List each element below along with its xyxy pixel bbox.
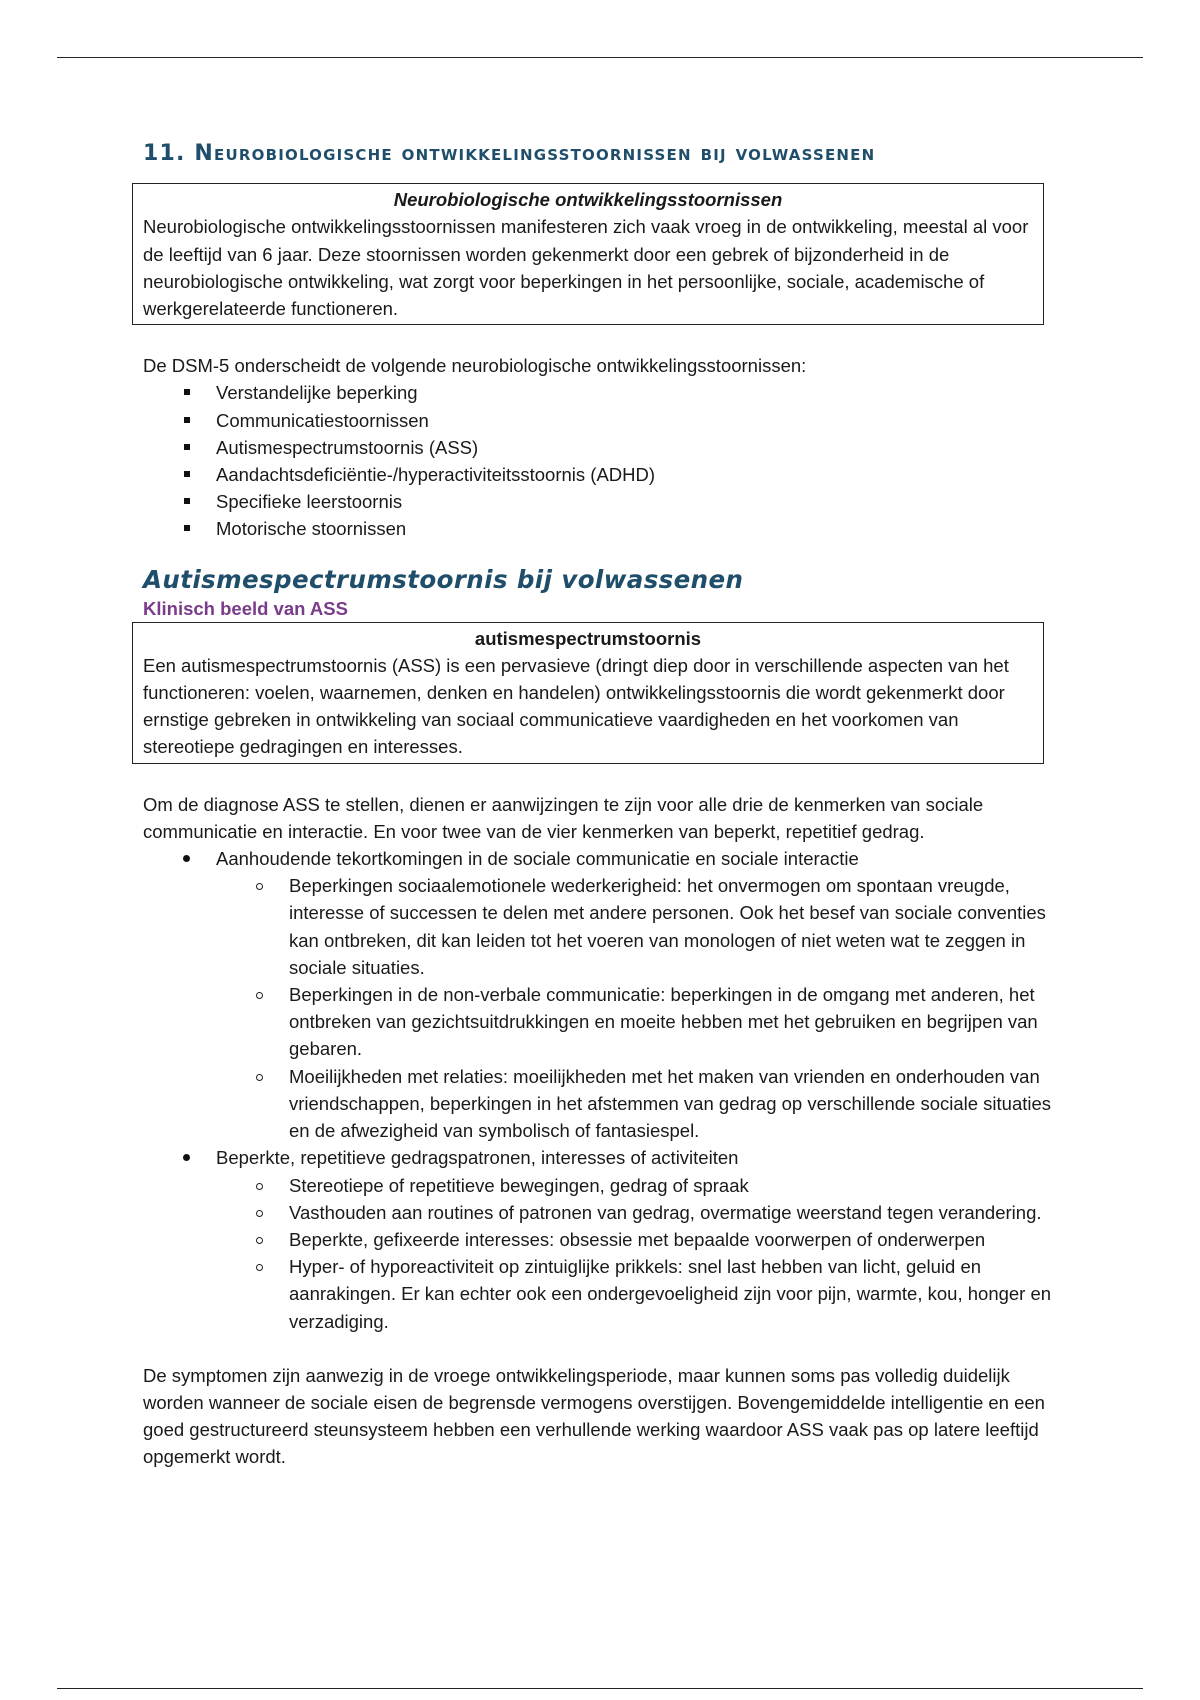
- criteria-sublist: [143, 1172, 1063, 1335]
- list-item: Specifieke leerstoornis: [143, 488, 1063, 515]
- definition-title: autismespectrumstoornis: [474, 627, 702, 649]
- criteria-list: [143, 845, 1063, 872]
- bullet-icon: [183, 1154, 190, 1161]
- list-item: Communicatiestoornissen: [143, 407, 1063, 434]
- list-item: Beperkingen in de non-verbale communicatie: beperkingen in de omgang met anderen, het ontbreken van gezichtsuitdrukkingen en moeite hebben met het gebruiken en begrijpen van gebaren.: [143, 981, 1063, 1063]
- subsection-title: Klinisch beeld van ASS: [143, 597, 348, 619]
- definition-title: Neurobiologische ontwikkelingsstoornissen: [393, 189, 783, 211]
- list-item: Verstandelijke beperking: [143, 379, 1063, 406]
- page-content: [143, 140, 1063, 1471]
- dsm-intro: De DSM-5 onderscheidt de volgende neurobiologische ontwikkelingsstoornissen:: [143, 355, 807, 377]
- list-item: Beperkte, gefixeerde interesses: obsessie met bepaalde voorwerpen of onderwerpen: [143, 1226, 1063, 1253]
- criteria-group-label: Aanhoudende tekortkomingen in de sociale communicatie en sociale interactie: [216, 848, 859, 870]
- header-rule: [57, 57, 1143, 58]
- list-item: Motorische stoornissen: [143, 515, 1063, 542]
- list-item: Autismespectrumstoornis (ASS): [143, 434, 1063, 461]
- list-item: Hyper- of hyporeactiviteit op zintuiglijke prikkels: snel last hebben van licht, geluid en aanrakingen. Er kan echter ook een ondergevoeligheid zijn voor pijn, warmte, kou, honger en verzadiging.: [143, 1253, 1063, 1335]
- list-item: Stereotiepe of repetitieve bewegingen, gedrag of spraak: [143, 1172, 1063, 1199]
- bullet-icon: [183, 855, 190, 862]
- dsm-list: [143, 379, 1063, 542]
- criteria-group: [143, 845, 1063, 872]
- criteria-sublist: [143, 872, 1063, 1144]
- list-item: Moeilijkheden met relaties: moeilijkheden met het maken van vrienden en onderhouden van vriendschappen, beperkingen in het afstemmen van gedrag op verschillende sociale situaties en de afwezigheid van symbolisch of fantasiespel.: [143, 1063, 1063, 1145]
- closing-paragraph: De symptomen zijn aanwezig in de vroege ontwikkelingsperiode, maar kunnen soms pas volledig duidelijk worden wanneer de sociale eisen de begrensde vermogens overstijgen. Bovengemiddelde intelligentie en een goed gestructureerd steunsysteem hebben een verhullende werking waardoor ASS vaak pas op latere leeftijd opgemerkt wordt.: [143, 1364, 1045, 1468]
- footer-rule: [57, 1688, 1143, 1689]
- definition-box-ass: [132, 622, 1044, 764]
- definition-body: Neurobiologische ontwikkelingsstoornissen manifesteren zich vaak vroeg in de ontwikkeling, meestal al voor de leeftijd van 6 jaar. Deze stoornissen worden gekenmerkt door een gebrek of bijzonderheid in de neurobiologische ontwikkeling, wat zorgt voor beperkingen in het persoonlijke, sociale, academische of werkgerelateerde functioneren.: [143, 216, 1029, 320]
- chapter-title: 11. Neurobiologische ontwikkelingsstoornissen bij volwassenen: [143, 141, 876, 166]
- criteria-list: [143, 1144, 1063, 1171]
- section-title: Autismespectrumstoornis bij volwassenen: [143, 564, 744, 594]
- diagnosis-intro: Om de diagnose ASS te stellen, dienen er aanwijzingen te zijn voor alle drie de kenmerken van sociale communicatie en interactie. En voor twee van de vier kenmerken van beperkt, repetitief gedrag.: [143, 793, 984, 842]
- criteria-group: [143, 1144, 1063, 1171]
- definition-box-neurobiological: [132, 183, 1044, 325]
- list-item: Aandachtsdeficiëntie-/hyperactiviteitsstoornis (ADHD): [143, 461, 1063, 488]
- list-item: Vasthouden aan routines of patronen van gedrag, overmatige weerstand tegen verandering.: [143, 1199, 1063, 1226]
- list-item: Beperkingen sociaalemotionele wederkerigheid: het onvermogen om spontaan vreugde, interesse of successen te delen met andere personen. Ook het besef van sociale conventies kan ontbreken, dit kan leiden tot het voeren van monologen of niet weten wat te zeggen in sociale situaties.: [143, 872, 1063, 981]
- definition-body: Een autismespectrumstoornis (ASS) is een pervasieve (dringt diep door in verschillende aspecten van het functioneren: voelen, waarnemen, denken en handelen) ontwikkelingsstoornis die wordt gekenmerkt door ernstige gebreken in ontwikkeling van sociaal communicatieve vaardigheden en het voorkomen van stereotiepe gedragingen en interesses.: [143, 654, 1009, 758]
- criteria-group-label: Beperkte, repetitieve gedragspatronen, interesses of activiteiten: [216, 1147, 739, 1169]
